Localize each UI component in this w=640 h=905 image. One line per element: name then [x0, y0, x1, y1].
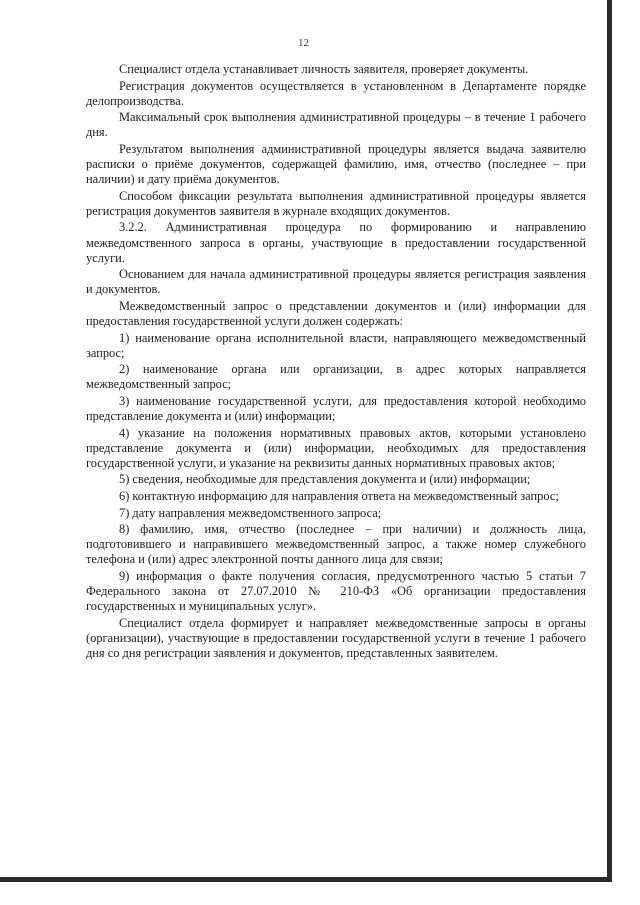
- page-number: 12: [298, 37, 309, 49]
- list-item: 9) информация о факте получения согласия, предусмотренного частью 5 статьи 7 Федерального закона от 27.07.2010 № 210-ФЗ «Об организации предоставления государственных и муниципальных услуг».: [86, 569, 586, 614]
- list-item: 8) фамилию, имя, отчество (последнее – при наличии) и должность лица, подготовившего и направившего межведомственный запрос, а также номер служебного телефона и (или) адрес электронной почты данного лица для связи;: [86, 522, 586, 567]
- document-body: [86, 62, 586, 663]
- list-item: 2) наименование органа или организации, в адрес которых направляется межведомственный запрос;: [86, 362, 586, 392]
- paragraph: Специалист отдела формирует и направляет межведомственные запросы в органы (организации), участвующие в предоставлении государственной услуги в течение 1 рабочего дня со дня регистрации заявления и документов, представленных заявителем.: [86, 615, 586, 660]
- paragraph: Специалист отдела устанавливает личность заявителя, проверяет документы.: [119, 62, 529, 76]
- paragraph: Способом фиксации результата выполнения административной процедуры является регистрация документов заявителя в журнале входящих документов.: [86, 188, 586, 218]
- list-item: 5) сведения, необходимые для представления документа и (или) информации;: [119, 472, 531, 487]
- paragraph: Основанием для начала административной процедуры является регистрация заявления и документов.: [86, 267, 586, 297]
- section-heading-paragraph: 3.2.2. Административная процедура по формированию и направлению межведомственного запроса в органы, участвующие в предоставлении государственной услуги.: [86, 220, 586, 265]
- paragraph: Регистрация документов осуществляется в установленном в Департаменте порядке делопроизводства.: [86, 78, 586, 108]
- paragraph: Межведомственный запрос о представлении документов и (или) информации для предоставления государственной услуги должен содержать:: [86, 298, 586, 328]
- list-item: 1) наименование органа исполнительной власти, направляющего межведомственный запрос;: [86, 330, 586, 360]
- list-item: 3) наименование государственной услуги, для предоставления которой необходимо представление документа и (или) информации;: [86, 393, 586, 424]
- list-item: 7) дату направления межведомственного запроса;: [119, 505, 382, 520]
- paragraph: Результатом выполнения административной процедуры является выдача заявителю расписки о приёме документов, содержащей фамилию, имя, отчество (последнее – при наличии) и дату приёма документов.: [86, 141, 586, 187]
- list-item: 6) контактную информацию для направления ответа на межведомственный запрос;: [119, 489, 559, 504]
- list-item: 4) указание на положения нормативных правовых актов, которыми установлено представление документа и (или) информации, необходимых для предоставления государственной услуги, и указание на реквизиты данных нормативных правовых актов;: [86, 425, 586, 470]
- paragraph: Максимальный срок выполнения административной процедуры – в течение 1 рабочего дня.: [86, 110, 586, 140]
